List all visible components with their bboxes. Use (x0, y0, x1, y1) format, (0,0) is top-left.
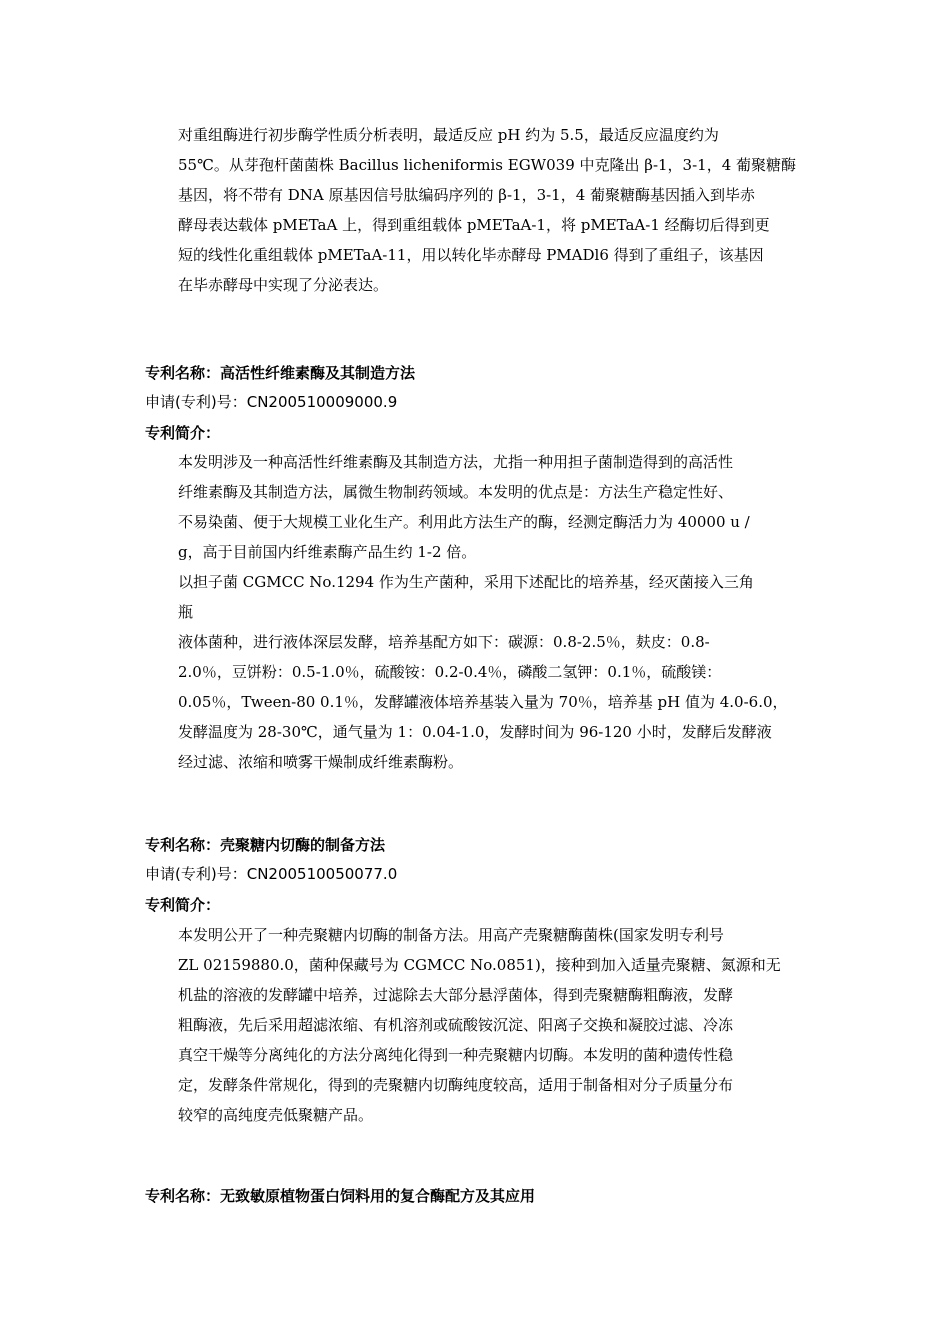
application-number-label: 申请(专利)号： (145, 865, 247, 883)
paragraph-line: 本发明公开了一种壳聚糖内切酶的制备方法。用高产壳聚糖酶菌株(国家发明专利号 (178, 926, 724, 944)
paragraph-line: 以担子菌 CGMCC No.1294 作为生产菌种，采用下述配比的培养基，经灭菌接入三角 (178, 573, 754, 591)
paragraph-line: 在毕赤酵母中实现了分泌表达。 (178, 276, 389, 294)
paragraph-line: 液体菌种，进行液体深层发酵，培养基配方如下：碳源：0.8-2.5％，麸皮：0.8- (178, 633, 710, 651)
patent-title: 专利名称：高活性纤维素酶及其制造方法 (145, 364, 416, 382)
paragraph-line: 定，发酵条件常规化，得到的壳聚糖内切酶纯度较高，适用于制备相对分子质量分布 (178, 1076, 734, 1094)
paragraph-line: 对重组酶进行初步酶学性质分析表明，最适反应 pH 约为 5.5，最适反应温度约为 (178, 126, 719, 144)
paragraph-line: 纤维素酶及其制造方法，属微生物制药领域。本发明的优点是：方法生产稳定性好、 (178, 483, 734, 501)
paragraph-line: 机盐的溶液的发酵罐中培养，过滤除去大部分悬浮菌体，得到壳聚糖酶粗酶液，发酵 (178, 986, 734, 1004)
paragraph-line: ZL 02159880.0，菌种保藏号为 CGMCC No.0851)，接种到加入适量壳聚糖、氮源和无 (178, 956, 781, 974)
paragraph-line: 经过滤、浓缩和喷雾干燥制成纤维素酶粉。 (178, 753, 464, 771)
paragraph-line: 2.0％，豆饼粉：0.5-1.0％，硫酸铵：0.2-0.4％，磷酸二氢钾：0.1％，硫酸镁： (178, 663, 722, 681)
application-number-label: 申请(专利)号： (145, 393, 247, 411)
paragraph-line: 粗酶液，先后采用超滤浓缩、有机溶剂或硫酸铵沉淀、阳离子交换和凝胶过滤、冷冻 (178, 1016, 734, 1034)
paragraph-line: g，高于目前国内纤维素酶产品生约 1-2 倍。 (178, 543, 477, 561)
patent-application-number (145, 391, 397, 413)
paragraph-line: 本发明涉及一种高活性纤维素酶及其制造方法，尤指一种用担子菌制造得到的高活性 (178, 453, 734, 471)
patent-intro-text (178, 447, 806, 777)
paragraph-line: 55℃。从芽孢杆菌菌株 Bacillus licheniformis EGW039 中克隆出 β-1，3-1，4 葡聚糖酶 (178, 156, 797, 174)
paragraph-line: 短的线性化重组载体 pMETaA-11，用以转化毕赤酵母 PMADl6 得到了重组子，该基因 (178, 246, 764, 264)
paragraph-line: 发酵温度为 28-30℃，通气量为 1：0.04-1.0，发酵时间为 96-120 小时，发酵后发酵液 (178, 723, 772, 741)
paragraph-line: 瓶 (178, 603, 194, 621)
patent-application-number (145, 863, 397, 885)
patent-title: 专利名称：无致敏原植物蛋白饲料用的复合酶配方及其应用 (145, 1187, 536, 1205)
patent-intro-text (178, 920, 806, 1130)
paragraph-line: 酵母表达载体 pMETaA 上，得到重组载体 pMETaA-1，将 pMETaA-1 经酶切后得到更 (178, 216, 770, 234)
patent-title: 专利名称：壳聚糖内切酶的制备方法 (145, 836, 386, 854)
patent-intro-label: 专利简介： (145, 896, 221, 914)
application-number-value: CN200510009000.9 (246, 393, 398, 411)
paragraph-line: 0.05％，Tween-80 0.1％，发酵罐液体培养基装入量为 70％，培养基 pH 值为 4.0-6.0， (178, 693, 788, 711)
paragraph-line: 真空干燥等分离纯化的方法分离纯化得到一种壳聚糖内切酶。本发明的菌种遗传性稳 (178, 1046, 734, 1064)
top-paragraph (178, 120, 806, 300)
patent-intro-label: 专利简介： (145, 424, 221, 442)
paragraph-line: 不易染菌、便于大规模工业化生产。利用此方法生产的酶，经测定酶活力为 40000 u / (178, 513, 750, 531)
application-number-value: CN200510050077.0 (246, 865, 398, 883)
paragraph-line: 基因，将不带有 DNA 原基因信号肽编码序列的 β-1，3-1，4 葡聚糖酶基因插入到毕赤 (178, 186, 756, 204)
paragraph-line: 较窄的高纯度壳低聚糖产品。 (178, 1106, 374, 1124)
